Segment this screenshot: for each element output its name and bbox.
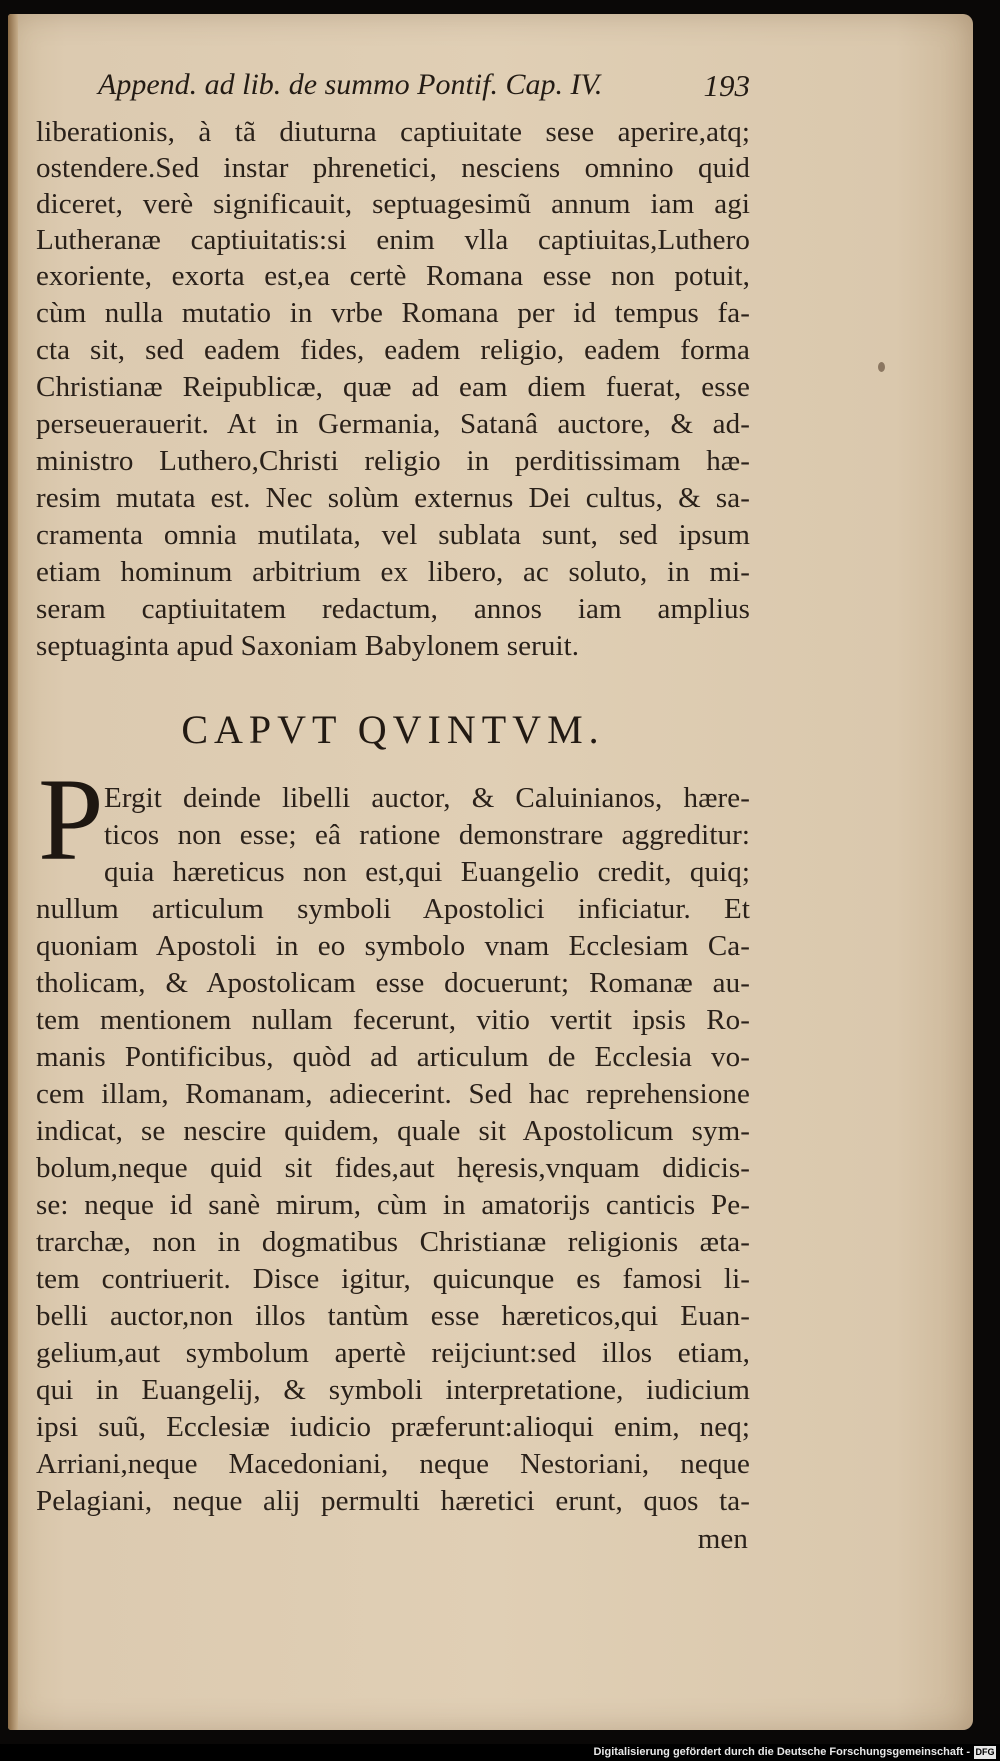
dfg-logo-icon: DFG	[975, 1747, 995, 1757]
text-line: etiam hominum arbitrium ex libero, ac soluto, in mi-	[36, 556, 750, 588]
text-line: quia hæreticus non est,qui Euangelio credit, quiq;	[104, 856, 750, 888]
text-line: Arriani,neque Macedoniani, neque Nestoriani, neque	[36, 1448, 750, 1480]
text-line: seram captiuitatem redactum, annos iam amplius	[36, 593, 750, 625]
text-line: tholicam, & Apostolicam esse docuerunt; Romanæ au-	[36, 967, 750, 999]
text-line: perseuerauerit. At in Germania, Satanâ auctore, & ad-	[36, 408, 750, 440]
running-head: Append. ad lib. de summo Pontif. Cap. IV.	[98, 68, 603, 101]
text-line: cramenta omnia mutilata, vel sublata sunt, sed ipsum	[36, 519, 750, 551]
drop-cap-initial: P	[38, 754, 104, 885]
text-line: cùm nulla mutatio in vrbe Romana per id tempus fa-	[36, 297, 750, 329]
text-line: se: neque id sanè mirum, cùm in amatorijs canticis Pe-	[36, 1189, 750, 1221]
text-line: resim mutata est. Nec solùm externus Dei cultus, & sa-	[36, 482, 750, 514]
catchword: men	[697, 1523, 748, 1555]
chapter-heading: CAPVT QVINTVM.	[181, 707, 605, 752]
text-line: nullum articulum symboli Apostolici inficiatur. Et	[36, 893, 750, 925]
text-line: belli auctor,non illos tantùm esse hæreticos,qui Euan-	[36, 1300, 750, 1332]
text-line: Lutheranæ captiuitatis:si enim vlla captiuitas,Luthero	[36, 224, 750, 256]
text-line: trarchæ, non in dogmatibus Christianæ religionis æta-	[36, 1226, 750, 1258]
text-line: ticos non esse; eâ ratione demonstrare aggreditur:	[104, 819, 750, 851]
text-line: bolum,neque quid sit fides,aut hęresis,vnquam didicis-	[36, 1152, 750, 1184]
text-line: tem mentionem nullam fecerunt, vitio vertit ipsis Ro-	[36, 1004, 750, 1036]
text-line: Pelagiani, neque alij permulti hæretici erunt, quos ta-	[36, 1485, 750, 1517]
text-line: ministro Luthero,Christi religio in perditissimam hæ-	[36, 445, 750, 477]
text-line: manis Pontificibus, quòd ad articulum de Ecclesia vo-	[36, 1041, 750, 1073]
text-line: Christianæ Reipublicæ, quæ ad eam diem fuerat, esse	[36, 371, 750, 403]
text-line: diceret, verè significauit, septuagesimũ annum iam agi	[36, 188, 750, 220]
digitization-credit: Digitalisierung gefördert durch die Deutsche Forschungsgemeinschaft -	[593, 1746, 970, 1758]
text-line: indicat, se nescire quidem, quale sit Apostolicum sym-	[36, 1115, 750, 1147]
text-line: tem contriuerit. Disce igitur, quicunque es famosi li-	[36, 1263, 750, 1295]
text-line: qui in Euangelij, & symboli interpretatione, iudicium	[36, 1374, 750, 1406]
text-line: Ergit deinde libelli auctor, & Caluinianos, hære-	[104, 782, 750, 814]
text-line: cta sit, sed eadem fides, eadem religio, eadem forma	[36, 334, 750, 366]
page-gutter-edge	[8, 14, 18, 1730]
text-line: gelium,aut symbolum apertè reijciunt:sed illos etiam,	[36, 1337, 750, 1369]
page-number: 193	[703, 68, 750, 103]
text-line: cem illam, Romanam, adiecerint. Sed hac reprehensione	[36, 1078, 750, 1110]
text-line: liberationis, à tã diuturna captiuitate sese aperire,atq;	[36, 116, 750, 148]
text-line: quoniam Apostoli in eo symbolo vnam Ecclesiam Ca-	[36, 930, 750, 962]
text-line: ostendere.Sed instar phrenetici, nesciens omnino quid	[36, 152, 750, 184]
text-line: ipsi suũ, Ecclesiæ iudicio præferunt:alioqui enim, neq;	[36, 1411, 750, 1443]
text-line: septuaginta apud Saxoniam Babylonem seruit.	[36, 630, 580, 662]
text-line: exoriente, exorta est,ea certè Romana esse non potuit,	[36, 260, 750, 292]
ink-stain	[878, 362, 885, 372]
